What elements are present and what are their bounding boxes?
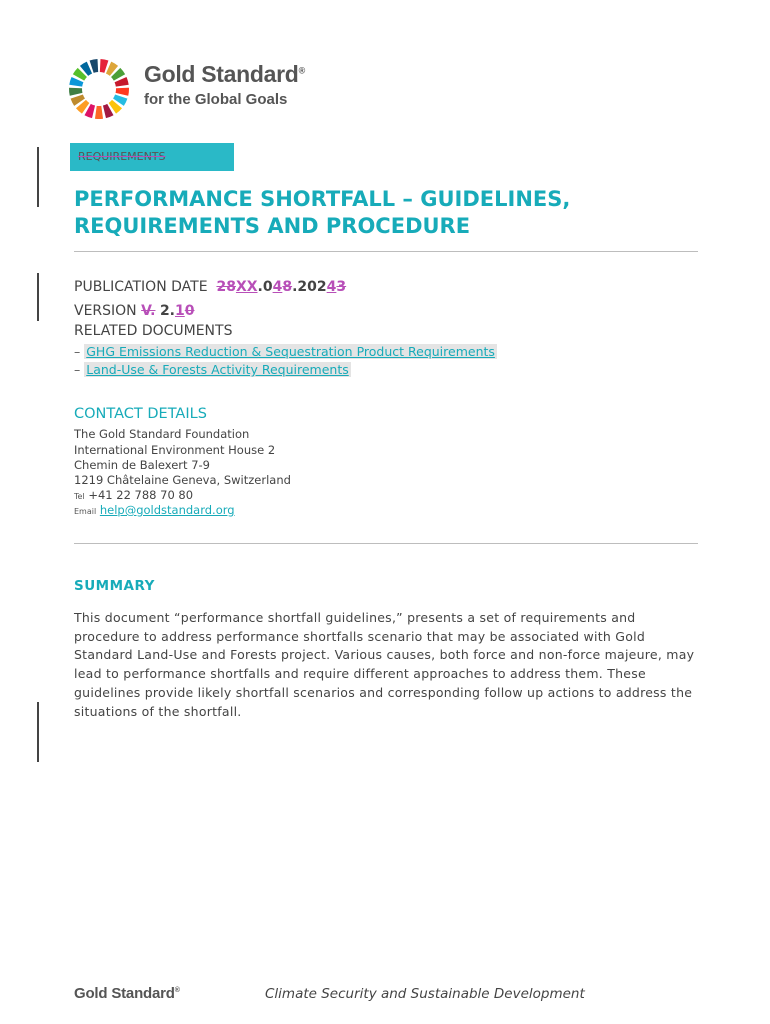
gold-standard-logo: [68, 58, 332, 120]
related-document-item: – Land-Use & Forests Activity Requirements: [74, 362, 349, 377]
publication-date: PUBLICATION DATE 28XX.048.20243: [74, 279, 347, 295]
summary-text: This document “performance shortfall guidelines,” presents a set of requirements and procedure to address performance shortfalls scenario that may be associated with Gold Standard Land-Use and Forests project. Various causes, both force and non-force majeure, may lead to performance shortfalls and require different approaches to address them. These guidelines provide likely shortfall scenarios and corresponding follow up actions to address the situations of the shortfall.: [74, 610, 695, 719]
contact-org: The Gold Standard Foundation: [74, 427, 250, 441]
contact-phone: Tel +41 22 788 70 80: [74, 488, 194, 502]
contact-heading: CONTACT DETAILS: [74, 406, 207, 422]
change-bar: [37, 702, 39, 762]
version: VERSION V. 2.10: [74, 303, 195, 319]
divider: [74, 251, 698, 252]
summary-heading: SUMMARY: [74, 578, 155, 594]
sdg-wheel-segment: [95, 106, 103, 119]
sdg-wheel-segment: [116, 88, 129, 96]
document-title: PERFORMANCE SHORTFALL – GUIDELINES, REQUIREMENTS AND PROCEDURE: [74, 187, 571, 238]
publication-date-label: PUBLICATION DATE: [74, 279, 208, 295]
logo-name: Gold Standard®: [144, 61, 305, 87]
logo-tagline: for the Global Goals: [144, 91, 288, 108]
contact-email: Email help@goldstandard.org: [74, 503, 235, 517]
related-document-item: – GHG Emissions Reduction & Sequestration Product Requirements: [74, 344, 495, 359]
related-document-link[interactable]: Land-Use & Forests Activity Requirements: [86, 362, 349, 377]
change-bar: [37, 147, 39, 207]
sdg-wheel-icon: [68, 58, 130, 120]
email-link[interactable]: help@goldstandard.org: [99, 503, 235, 517]
change-bar: [37, 273, 39, 321]
sdg-wheel-segment: [69, 88, 82, 96]
contact-address-line: Chemin de Balexert 7-9: [74, 458, 210, 472]
divider: [74, 543, 698, 544]
document-type-tag: REQUIREMENTS: [70, 143, 234, 171]
related-document-link[interactable]: GHG Emissions Reduction & Sequestration Product Requirements: [86, 344, 495, 359]
contact-address-line: International Environment House 2: [74, 443, 276, 457]
version-label: VERSION: [74, 303, 137, 319]
footer-logo: Gold Standard®: [74, 985, 180, 1002]
contact-address-line: 1219 Châtelaine Geneva, Switzerland: [74, 473, 291, 487]
related-documents-label: RELATED DOCUMENTS: [74, 323, 233, 339]
footer-motto: Climate Security and Sustainable Development: [265, 986, 585, 1002]
